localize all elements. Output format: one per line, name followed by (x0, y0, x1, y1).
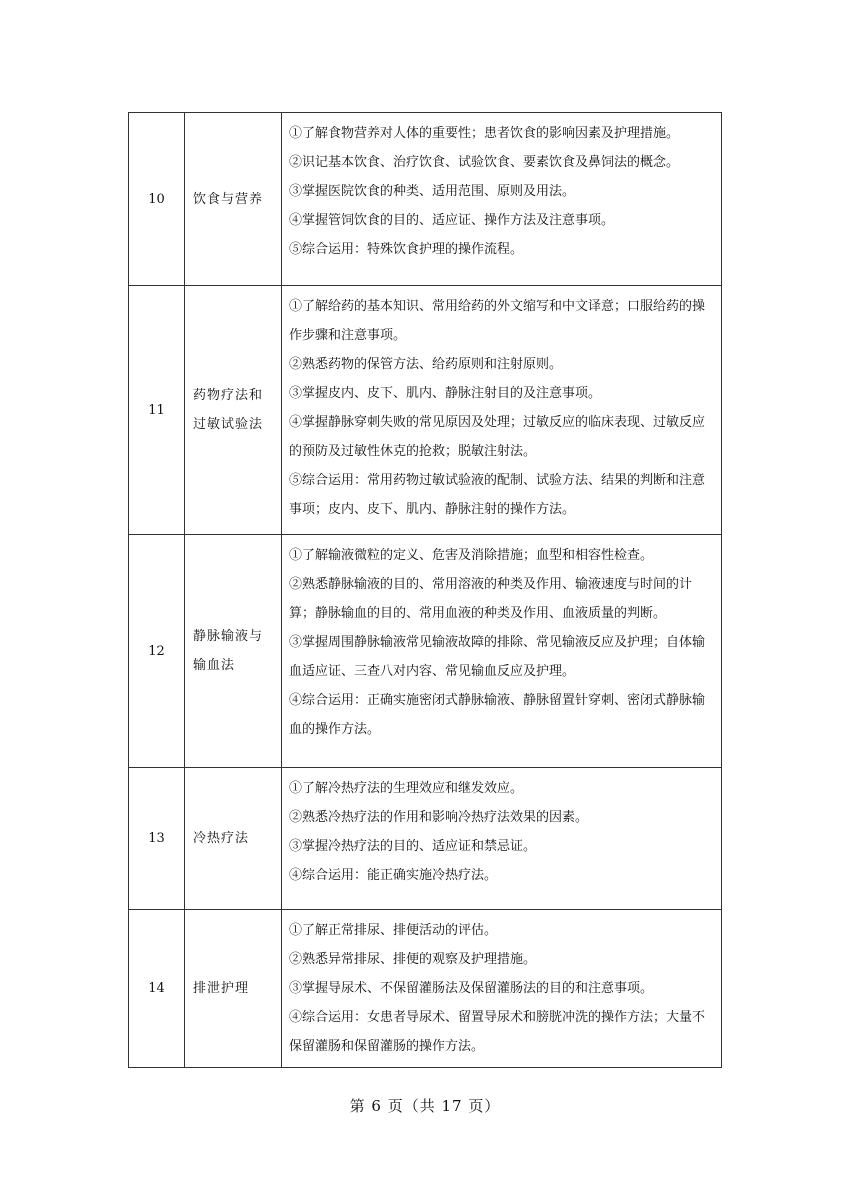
content-item: ④掌握静脉穿刺失败的常见原因及处理；过敏反应的临床表现、过敏反应的预防及过敏性休克的抢救；脱敏注射法。 (289, 415, 706, 459)
table-row (129, 910, 722, 1068)
content-item: ②熟悉异常排尿、排便的观察及护理措施。 (289, 952, 537, 967)
row-topic: 冷热疗法 (185, 768, 282, 910)
content-item: ①了解正常排尿、排便活动的评估。 (289, 923, 498, 938)
row-topic: 药物疗法和过敏试验法 (185, 286, 282, 535)
content-item: ①了解输液微粒的定义、危害及消除措施；血型和相容性检查。 (289, 548, 654, 563)
row-content (282, 535, 722, 768)
content-item: ②识记基本饮食、治疗饮食、试验饮食、要素饮食及鼻饲法的概念。 (289, 155, 680, 170)
content-item: ③掌握冷热疗法的目的、适应证和禁忌证。 (289, 839, 537, 854)
row-content (282, 910, 722, 1068)
syllabus-table (128, 112, 722, 1068)
content-item: ①了解食物营养对人体的重要性；患者饮食的影响因素及护理措施。 (289, 126, 680, 141)
row-number: 14 (129, 910, 185, 1068)
row-content (282, 113, 722, 286)
page-footer: 第 6 页（共 17 页） (349, 1097, 501, 1115)
content-item: ④掌握管饲饮食的目的、适应证、操作方法及注意事项。 (289, 213, 615, 228)
content-item: ②熟悉冷热疗法的作用和影响冷热疗法效果的因素。 (289, 810, 589, 825)
row-topic: 饮食与营养 (185, 113, 282, 286)
row-topic: 排泄护理 (185, 910, 282, 1068)
content-item: ④综合运用：女患者导尿术、留置导尿术和膀胱冲洗的操作方法；大量不保留灌肠和保留灌肠的操作方法。 (289, 1010, 706, 1054)
content-item: ③掌握周围静脉输液常见输液故障的排除、常见输液反应及护理；自体输血适应证、三查八对内容、常见输血反应及护理。 (289, 635, 706, 679)
content-item: ④综合运用：正确实施密闭式静脉输液、静脉留置针穿刺、密闭式静脉输血的操作方法。 (289, 693, 706, 737)
content-item: ⑤综合运用：特殊饮食护理的操作流程。 (289, 242, 524, 257)
row-content (282, 768, 722, 910)
row-number: 10 (129, 113, 185, 286)
table-row (129, 768, 722, 910)
table-row (129, 286, 722, 535)
content-item: ③掌握医院饮食的种类、适用范围、原则及用法。 (289, 184, 576, 199)
content-item: ⑤综合运用：常用药物过敏试验液的配制、试验方法、结果的判断和注意事项；皮内、皮下、肌内、静脉注射的操作方法。 (289, 473, 706, 517)
content-item: ②熟悉药物的保管方法、给药原则和注射原则。 (289, 357, 563, 372)
content-item: ①了解冷热疗法的生理效应和继发效应。 (289, 781, 524, 796)
row-topic: 静脉输液与输血法 (185, 535, 282, 768)
row-number: 12 (129, 535, 185, 768)
row-content (282, 286, 722, 535)
content-item: ③掌握皮内、皮下、肌内、静脉注射目的及注意事项。 (289, 386, 602, 401)
content-item: ④综合运用：能正确实施冷热疗法。 (289, 868, 498, 883)
content-item: ③掌握导尿术、不保留灌肠法及保留灌肠法的目的和注意事项。 (289, 981, 654, 996)
row-number: 13 (129, 768, 185, 910)
content-item: ①了解给药的基本知识、常用给药的外文缩写和中文译意；口服给药的操作步骤和注意事项。 (289, 299, 706, 343)
content-item: ②熟悉静脉输液的目的、常用溶液的种类及作用、输液速度与时间的计算；静脉输血的目的、常用血液的种类及作用、血液质量的判断。 (289, 577, 693, 621)
row-number: 11 (129, 286, 185, 535)
table-row (129, 113, 722, 286)
table-row (129, 535, 722, 768)
